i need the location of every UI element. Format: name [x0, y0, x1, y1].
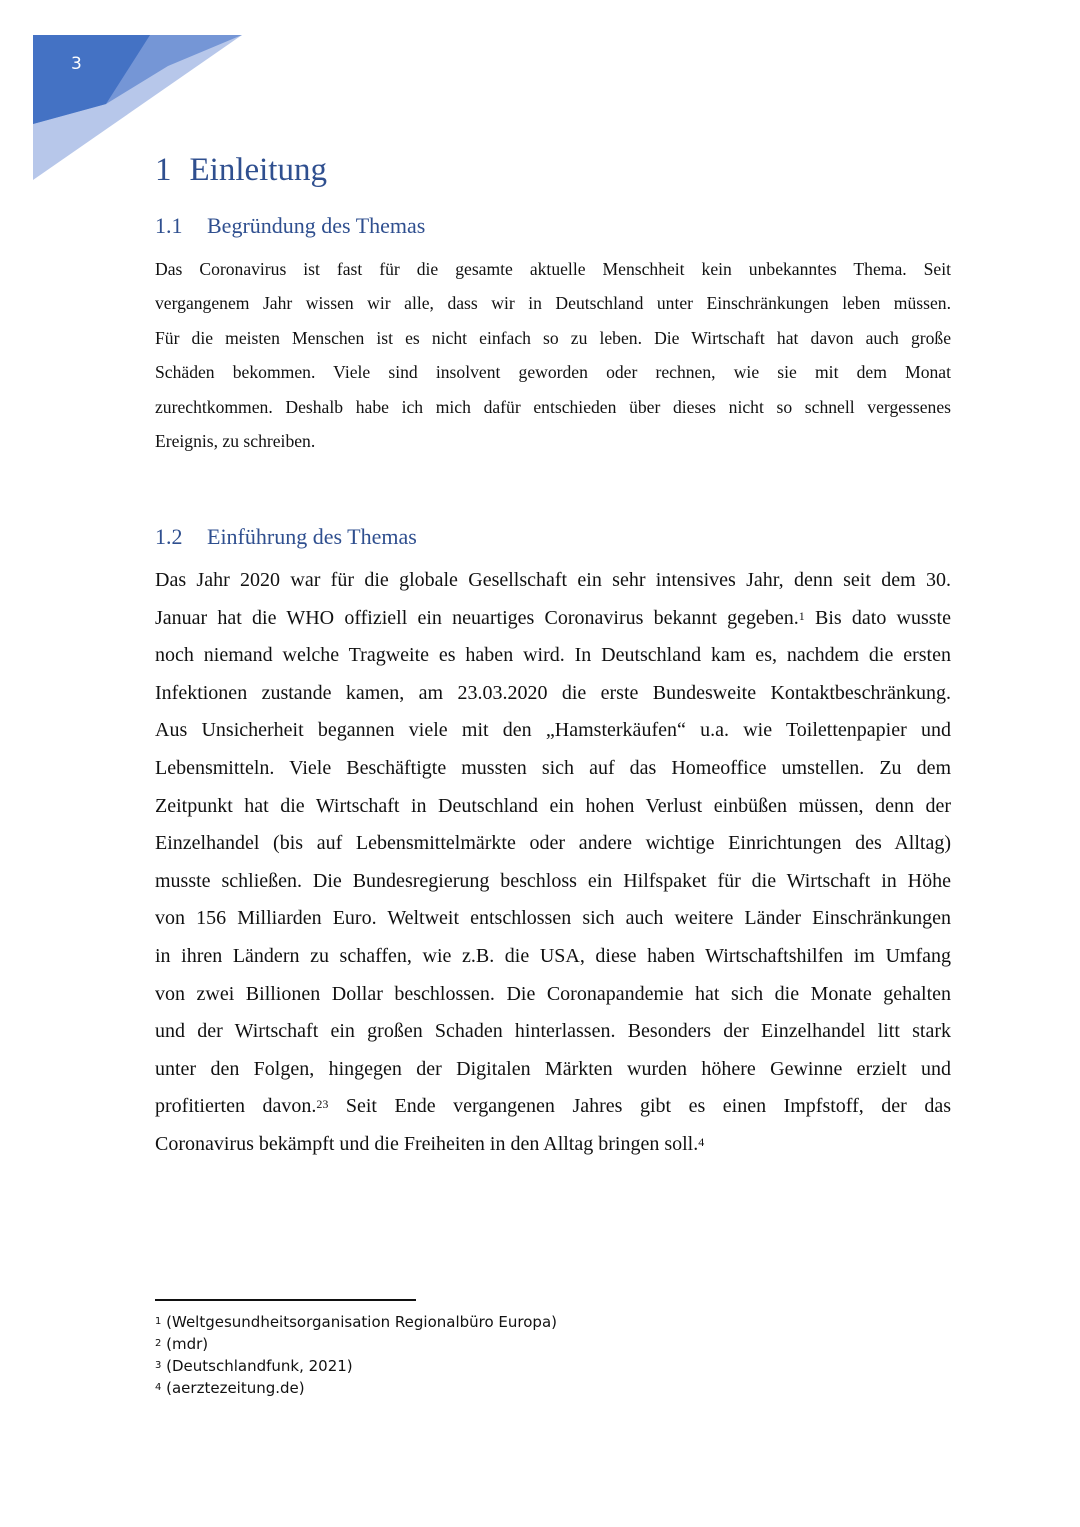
footnote-separator [155, 1299, 416, 1301]
line-text: vergangenem Jahr wissen wir alle, dass wir in Deutschland unter Einschränkungen leben müssen. [155, 293, 951, 314]
footnote [155, 1355, 557, 1377]
text-line [155, 1013, 951, 1051]
line-text: Für die meisten Menschen ist es nicht einfach so zu leben. Die Wirtschaft hat davon auch große [155, 327, 951, 348]
text-line [155, 637, 951, 675]
footnote-text: (aerztezeitung.de) [161, 1379, 305, 1397]
text-line [155, 938, 951, 976]
text-line [155, 286, 951, 320]
line-text: und der Wirtschaft ein großen Schaden hinterlassen. Besonders der Einzelhandel litt stark [155, 1020, 951, 1043]
text-line [155, 825, 951, 863]
line-text: musste schließen. Die Bundesregierung beschloss ein Hilfspaket für die Wirtschaft in Höhe [155, 869, 951, 892]
line-text: Coronavirus bekämpft und die Freiheiten in den Alltag bringen soll. [155, 1132, 699, 1155]
line-text: Bis dato wusste [804, 606, 951, 629]
footnote-text: (Weltgesundheitsorganisation Regionalbüro Europa) [161, 1313, 557, 1331]
section-heading-1-1 [155, 213, 425, 239]
footnote-number: 3 [155, 1360, 162, 1371]
text-line [155, 562, 951, 600]
text-line [155, 355, 951, 389]
line-text: Zeitpunkt hat die Wirtschaft in Deutschland ein hohen Verlust einbüßen müssen, denn der [155, 794, 951, 817]
line-text: in ihren Ländern zu schaffen, wie z.B. die USA, diese haben Wirtschaftshilfen im Umfang [155, 944, 951, 967]
paragraph-einfuehrung [155, 562, 951, 1164]
text-line [155, 675, 951, 713]
line-text: Infektionen zustande kamen, am 23.03.2020 die erste Bundesweite Kontaktbeschränkung. [155, 681, 951, 704]
chapter-heading [155, 152, 327, 189]
text-line [155, 788, 951, 826]
chapter-number: 1 [155, 152, 172, 188]
text-line [155, 976, 951, 1014]
line-text: Ereignis, zu schreiben. [155, 431, 316, 452]
footnote-text: (mdr) [161, 1335, 209, 1353]
text-line [155, 750, 951, 788]
line-text: Seit Ende vergangenen Jahres gibt es einen Impfstoff, der das [328, 1095, 951, 1118]
text-line [155, 321, 951, 355]
text-line [155, 900, 951, 938]
paragraph-begruendung [155, 252, 951, 458]
chapter-title: Einleitung [189, 152, 327, 188]
footnote-text: (Deutschlandfunk, 2021) [161, 1357, 353, 1375]
section-number: 1.2 [155, 524, 183, 549]
text-line [155, 424, 951, 458]
page-number: 3 [71, 54, 82, 74]
line-text: Schäden bekommen. Viele sind insolvent geworden oder rechnen, wie sie mit dem Monat [155, 362, 951, 383]
footnote-reference: 23 [316, 1097, 329, 1112]
line-text: Das Jahr 2020 war für die globale Gesellschaft ein sehr intensives Jahr, denn seit dem 30. [155, 569, 951, 591]
line-text: von zwei Billionen Dollar beschlossen. Die Coronapandemie hat sich die Monate gehalten [155, 982, 951, 1005]
line-text: von 156 Milliarden Euro. Weltweit entschlossen sich auch weitere Länder Einschränkungen [155, 907, 951, 930]
line-text: Januar hat die WHO offiziell ein neuartiges Coronavirus bekannt gegeben. [155, 606, 799, 629]
text-line [155, 600, 951, 638]
section-title: Begründung des Themas [207, 213, 426, 238]
footnote-number: 2 [155, 1338, 162, 1349]
section-number: 1.1 [155, 213, 183, 238]
line-text: Aus Unsicherheit begannen viele mit den „Hamsterkäufen“ u.a. wie Toilettenpapier und [155, 719, 951, 742]
line-text: noch niemand welche Tragweite es haben wird. In Deutschland kam es, nachdem die ersten [155, 644, 951, 667]
text-line [155, 1126, 951, 1164]
footnote [155, 1311, 557, 1333]
line-text: unter den Folgen, hingegen der Digitalen Märkten wurden höhere Gewinne erzielt und [155, 1057, 951, 1080]
footnote [155, 1333, 557, 1355]
line-text: profitierten davon. [155, 1095, 317, 1118]
section-title: Einführung des Themas [207, 524, 417, 549]
text-line [155, 252, 951, 286]
text-line [155, 1051, 951, 1089]
footnote-reference: 1 [798, 608, 805, 623]
footnote-reference: 4 [698, 1134, 705, 1149]
line-text: Einzelhandel (bis auf Lebensmittelmärkte oder andere wichtige Einrichtungen des Alltag) [155, 832, 951, 855]
text-line [155, 712, 951, 750]
footnote-number: 1 [155, 1316, 162, 1327]
footnote [155, 1377, 557, 1399]
text-line [155, 1088, 951, 1126]
text-line [155, 863, 951, 901]
line-text: zurechtkommen. Deshalb habe ich mich dafür entschieden über dieses nicht so schnell vergessenes [155, 396, 951, 417]
line-text: Das Coronavirus ist fast für die gesamte aktuelle Menschheit kein unbekanntes Thema. Seit [155, 259, 951, 279]
section-heading-1-2 [155, 524, 417, 550]
line-text: Lebensmitteln. Viele Beschäftigte mussten sich auf das Homeoffice umstellen. Zu dem [155, 756, 951, 779]
footnote-number: 4 [155, 1382, 162, 1393]
footnotes [155, 1311, 557, 1399]
text-line [155, 390, 951, 424]
